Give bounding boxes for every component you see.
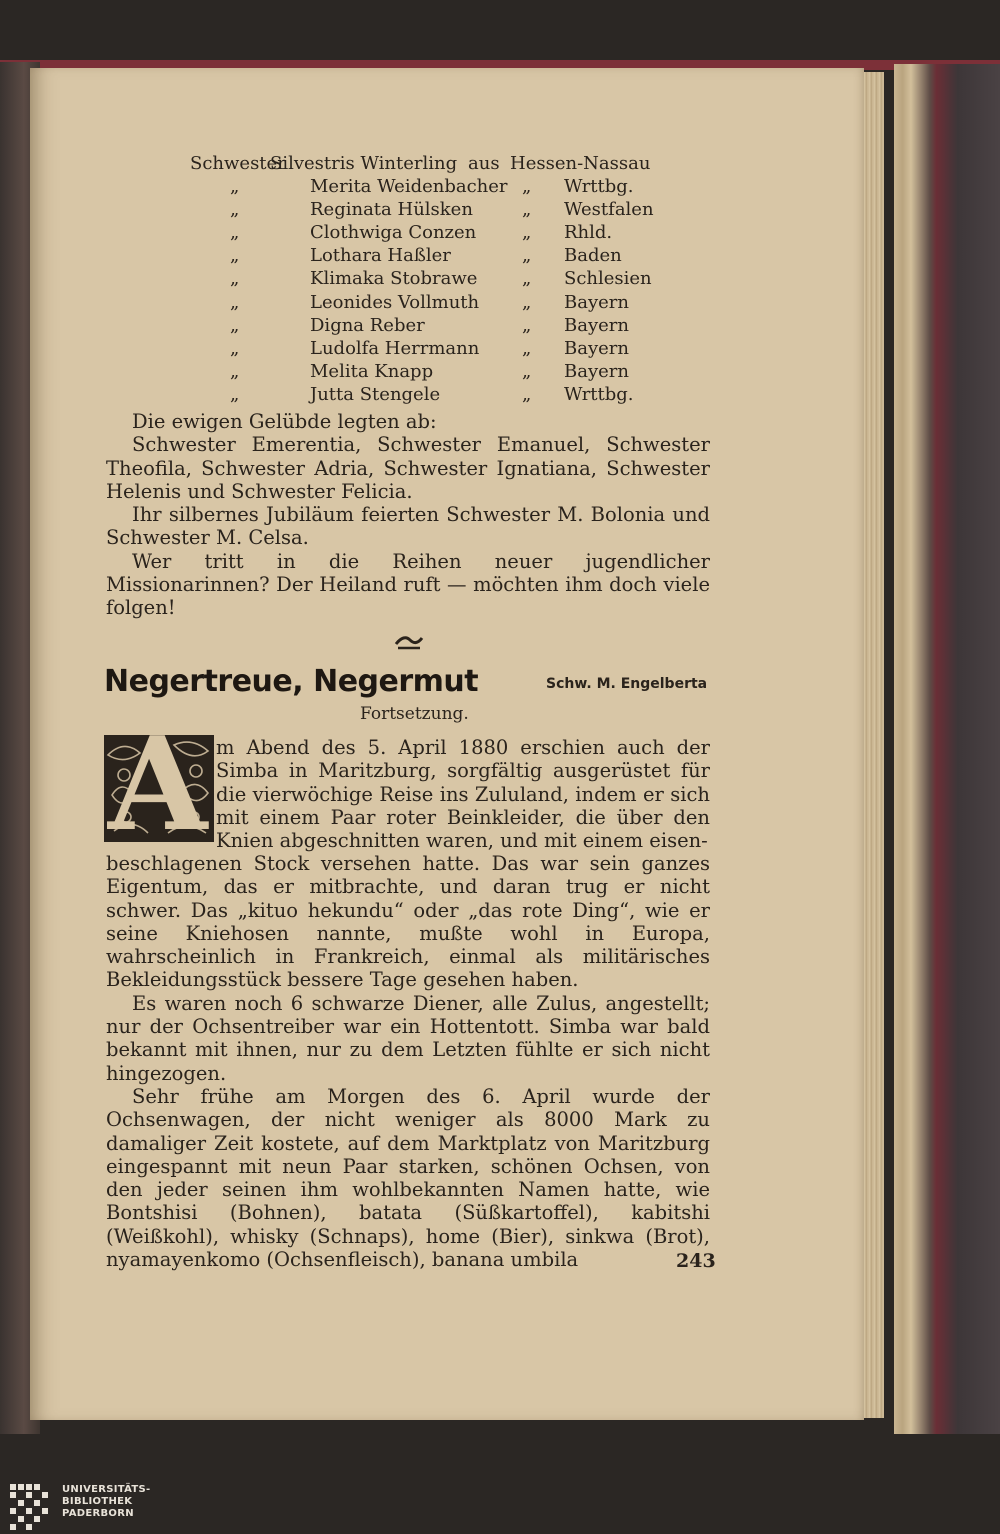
list-cell: „ <box>522 337 532 359</box>
list-cell: Bayern <box>564 360 629 382</box>
list-cell: Baden <box>564 245 622 267</box>
list-cell: Klimaka Stobrawe <box>310 268 478 290</box>
list-cell: Melita Knapp <box>310 360 434 382</box>
call-text: Wer tritt in die Reihen neuer jugendlicher Missionarinnen? Der Heiland ruft — möchten ihm doch viele folgen! <box>106 549 710 620</box>
list-cell: „ <box>230 314 240 336</box>
book-cover-right <box>894 64 1000 1434</box>
list-cell: „ <box>522 245 532 267</box>
list-cell: „ <box>522 360 532 382</box>
list-cell: Ludolfa Herrmann <box>310 337 480 359</box>
list-cell: „ <box>522 199 532 221</box>
list-cell: „ <box>522 291 532 313</box>
article-author: Schw. M. Engelberta <box>546 676 708 692</box>
list-row <box>190 360 724 383</box>
ornament-icon <box>392 630 426 652</box>
jubilee-text: Ihr silbernes Jubiläum feierten Schwester M. Bolonia und Schwester M. Celsa. <box>106 503 710 550</box>
list-row <box>190 337 724 360</box>
list-row <box>190 244 724 267</box>
list-cell: Reginata Hülsken <box>310 199 473 221</box>
list-cell: Westfalen <box>564 199 654 221</box>
list-cell: Wrttbg. <box>564 176 634 198</box>
library-logo-icon <box>10 1484 54 1532</box>
vows-section <box>106 410 710 620</box>
list-cell: „ <box>230 360 240 382</box>
list-cell: „ <box>522 314 532 336</box>
list-cell: „ <box>230 199 240 221</box>
list-row <box>190 383 724 406</box>
dropcap-letter: A <box>108 735 208 842</box>
article-paragraph-2: Es waren noch 6 schwarze Diener, alle Zulus, angestellt; nur der Ochsentreiber war ein Hottentott. Simba war bald bekannt mit ihnen, nur zu dem Letzten fühlte er sich nicht hingezogen. <box>106 991 710 1085</box>
list-row <box>190 267 724 290</box>
article-continuation: Fortsetzung. <box>360 704 469 724</box>
list-row <box>190 221 724 244</box>
vows-intro: Die ewigen Gelübde legten ab: <box>132 410 437 433</box>
list-cell: „ <box>230 268 240 290</box>
list-cell: „ <box>522 222 532 244</box>
list-cell: Rhld. <box>564 222 613 244</box>
list-row <box>190 198 724 221</box>
list-row <box>190 314 724 337</box>
sisters-list <box>190 152 724 406</box>
list-cell: „ <box>230 337 240 359</box>
list-rows <box>190 175 724 406</box>
article-body <box>106 852 710 1271</box>
list-cell: „ <box>230 291 240 313</box>
library-logo-text: UNIVERSITÄTS- BIBLIOTHEK PADERBORN <box>62 1484 151 1519</box>
list-cell: „ <box>522 176 532 198</box>
list-cell: Bayern <box>564 314 629 336</box>
list-cell: „ <box>230 245 240 267</box>
list-cell: Wrttbg. <box>564 383 634 405</box>
list-cell: „ <box>230 383 240 405</box>
library-logo <box>10 1484 170 1532</box>
list-cell: „ <box>230 176 240 198</box>
list-header-row: Schwester Silvestris Winterling aus Hessen-Nassau <box>190 153 651 174</box>
list-cell: Digna Reber <box>310 314 425 336</box>
dropcap-ornament <box>104 735 214 842</box>
list-cell: Leonides Vollmuth <box>310 291 480 313</box>
list-cell: Bayern <box>564 291 629 313</box>
article-paragraph-3: Sehr frühe am Morgen des 6. April wurde der Ochsenwagen, der nicht weniger als 8000 Mark zu damaliger Zeit kostete, auf dem Marktplatz von Maritzburg eingespannt mit neun Paar starken, schönen Ochsen, von den jeder seinen ihm wohlbekannten Namen hatte, wie Bontshisi (Bohnen), batata (Süßkartoffel), kabitshi (Weißkohl), whisky (Schnaps), home (Bier), sinkwa (Brot), nyamayenkomo (Ochsenfleisch), banana umbila <box>106 1084 710 1272</box>
list-cell: „ <box>230 222 240 244</box>
vows-names: Schwester Emerentia, Schwester Emanuel, Schwester Theofila, Schwester Adria, Schwester Ignatiana, Schwester Helenis und Schwester Felicia. <box>106 433 710 503</box>
list-cell: Schlesien <box>564 268 652 290</box>
list-cell: Clothwiga Conzen <box>310 222 477 244</box>
list-cell: „ <box>522 383 532 405</box>
list-row <box>190 291 724 314</box>
list-row <box>190 175 724 198</box>
article-first-lines: m Abend des 5. April 1880 erschien auch der Simba in Maritzburg, sorgfältig ausgerüstet für die vierwöchige Reise ins Zululand, indem er sich mit einem Paar roter Beinkleider, die über den Knien abgeschnitten waren, und mit einem eisen- <box>216 736 710 853</box>
list-cell: Merita Weidenbacher <box>310 176 508 198</box>
article-title: Negertreue, Negermut <box>104 664 479 699</box>
list-cell: Bayern <box>564 337 629 359</box>
list-cell: Lothara Haßler <box>310 245 451 267</box>
article-paragraph-1: beschlagenen Stock versehen hatte. Das war sein ganzes Eigentum, das er mitbrachte, und daran trug er nicht schwer. Das „kituo hekundu“ oder „das rote Ding“, wie er seine Kniehosen nannte, mußte wohl in Europa, wahrscheinlich in Frankreich, einmal als militärisches Bekleidungsstück bessere Tage gesehen haben. <box>106 852 710 992</box>
list-cell: „ <box>522 268 532 290</box>
list-cell: Jutta Stengele <box>310 383 441 405</box>
page-number: 243 <box>676 1250 716 1272</box>
